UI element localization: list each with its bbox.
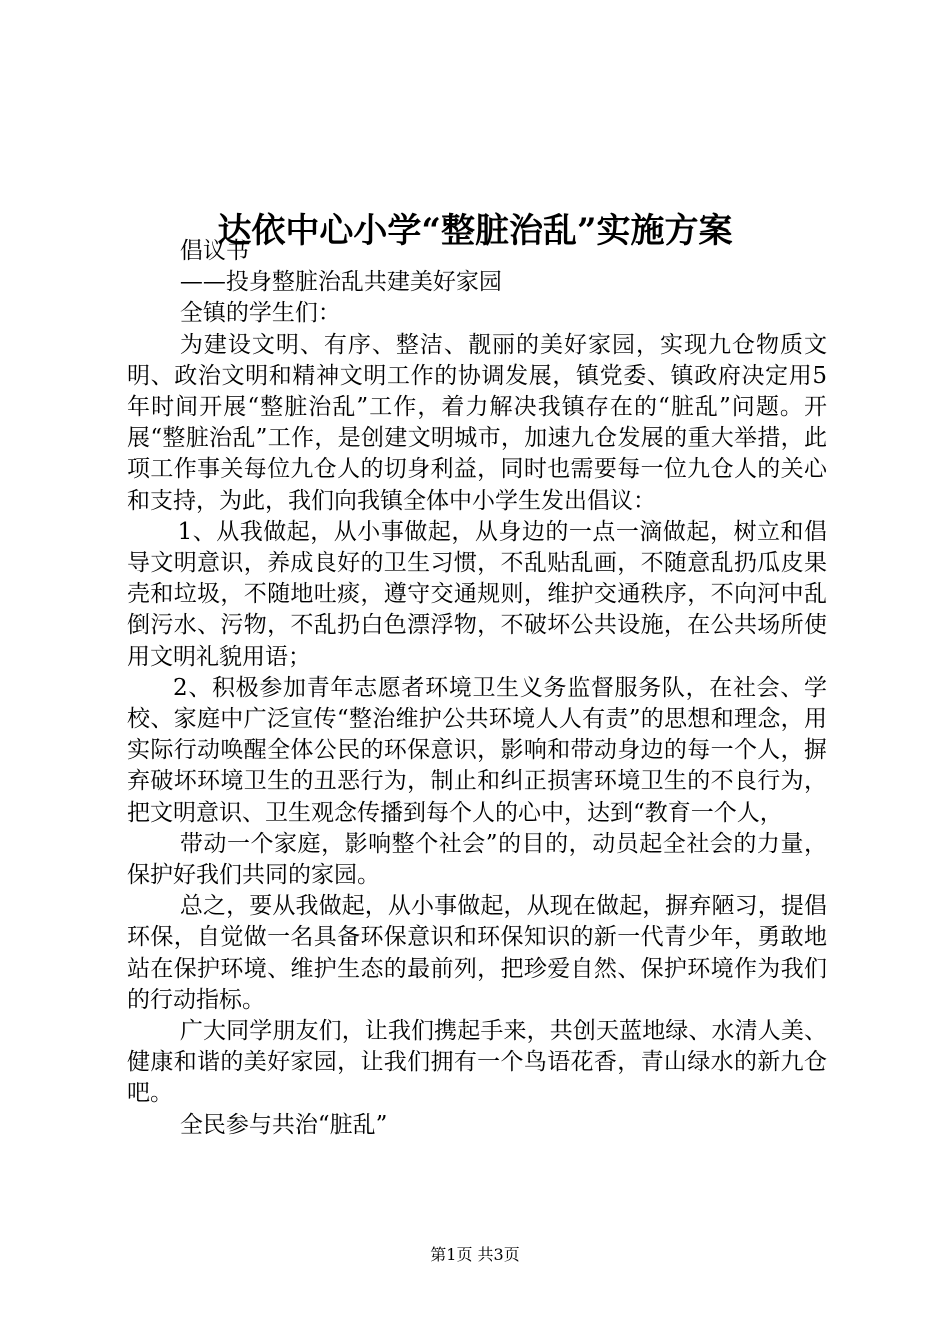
paragraph-closing-heading: 全民参与共治“脏乱” — [179, 1111, 388, 1138]
paragraph-salutation: 全镇的学生们： — [179, 300, 341, 327]
paragraph-item-2: 2、积极参加青年志愿者环境卫生义务监督服务队，在社会、学校、家庭中广泛宣传“整治维护公共环境人人有责”的思想和理念，用实际行动唤醒全体公民的环保意识，影响和带动身边的每一个人，摒弃破坏环境卫生的丑恶行为，制止和纠正损害环境卫生的不良行为，把文明意识、卫生观念传播到每个人的心中，达到“教育一个人， — [127, 674, 827, 826]
paragraph-item-1: 1、从我做起，从小事做起，从身边的一点一滴做起，树立和倡导文明意识，养成良好的卫生习惯，不乱贴乱画，不随意乱扔瓜皮果壳和垃圾，不随地吐痰，遵守交通规则，维护交通秩序，不向河中乱倒污水、污物，不乱扔白色漂浮物，不破坏公共设施，在公共场所使用文明礼貌用语； — [127, 518, 827, 670]
paragraph-appeal: 广大同学朋友们，让我们携起手来，共创天蓝地绿、水清人美、健康和谐的美好家园，让我们拥有一个鸟语花香，青山绿水的新九仓吧。 — [127, 1018, 827, 1107]
paragraph-heading: 倡议书 — [179, 238, 249, 264]
paragraph-intro: 为建设文明、有序、整洁、靓丽的美好家园，实现九仓物质文明、政治文明和精神文明工作的协调发展，镇党委、镇政府决定用5年时间开展“整脏治乱”工作，着力解决我镇存在的“脏乱”问题。开展“整脏治乱”工作，是创建文明城市，加速九仓发展的重大举措，此项工作事关每位九仓人的切身利益，同时也需要每一位九仓人的关心和支持，为此，我们向我镇全体中小学生发出倡议： — [127, 331, 827, 514]
paragraph-summary: 总之，要从我做起，从小事做起，从现在做起，摒弃陋习，提倡环保，自觉做一名具备环保意识和环保知识的新一代青少年，勇敢地站在保护环境、维护生态的最前列，把珍爱自然、保护环境作为我们的行动指标。 — [127, 893, 827, 1013]
document-body — [127, 236, 827, 1141]
paragraph-subtitle: ——投身整脏治乱共建美好家园 — [179, 269, 502, 296]
page-number-footer: 第1页 共3页 — [430, 1245, 520, 1264]
page-title: 达依中心小学“整脏治乱”实施方案 — [217, 210, 733, 251]
paragraph-continuation: 带动一个家庭，影响整个社会”的目的，动员起全社会的力量，保护好我们共同的家园。 — [127, 830, 827, 889]
